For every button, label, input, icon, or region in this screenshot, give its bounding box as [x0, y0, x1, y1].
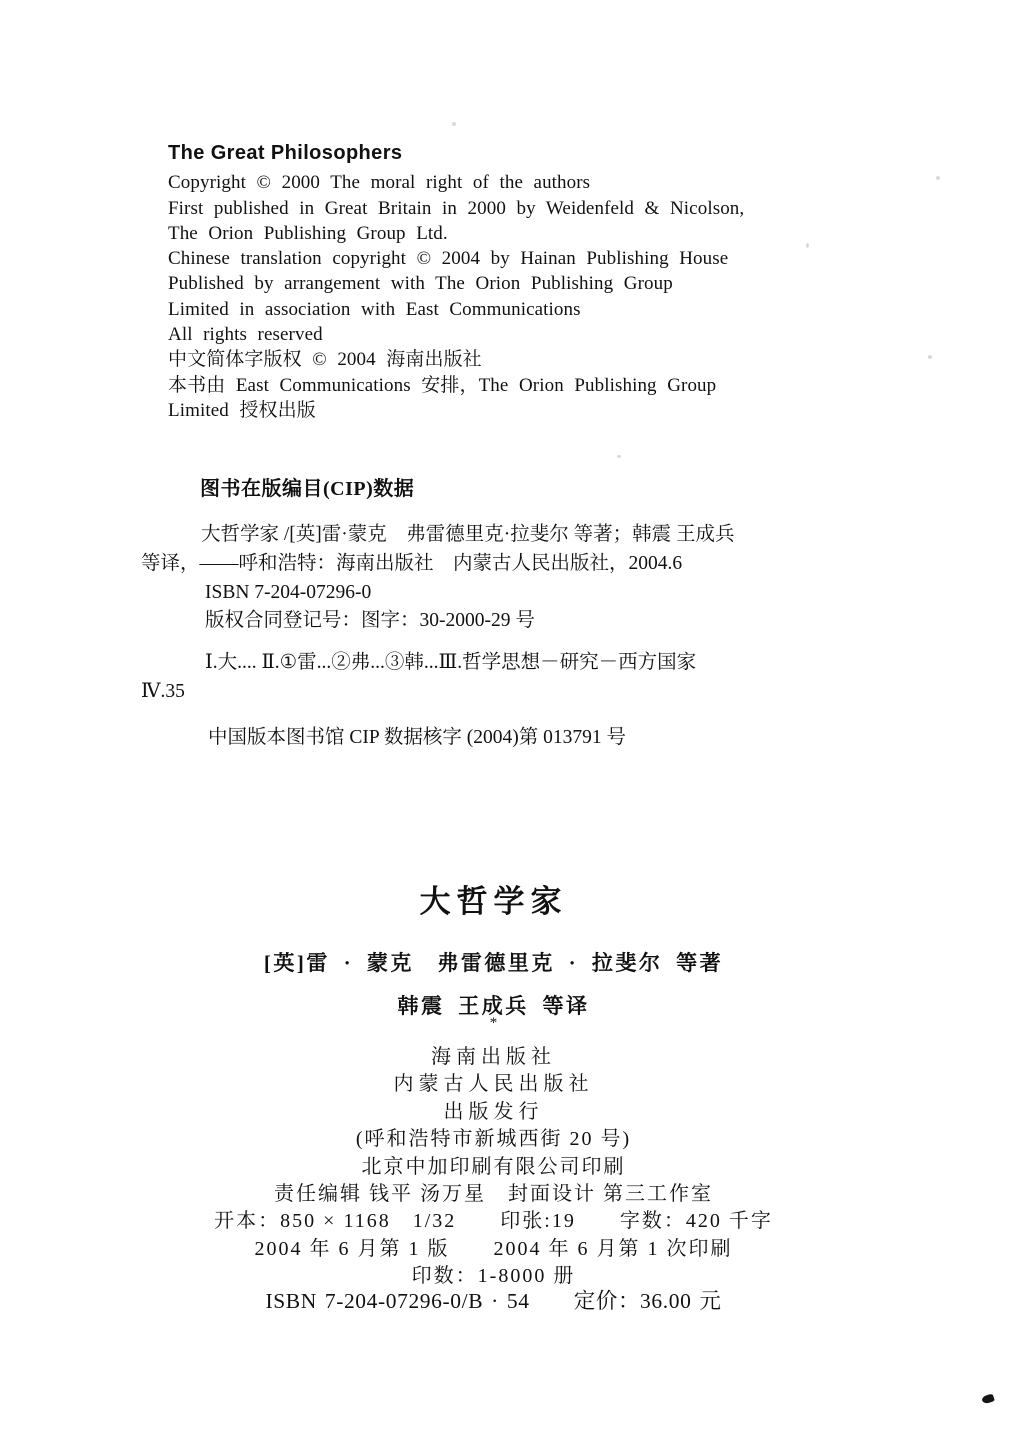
publisher-hainan: 海南出版社: [431, 1046, 556, 1068]
cip-registration-number: 版权合同登记号：图字：30-2000-29 号: [205, 610, 535, 632]
cip-entry-line1: 大哲学家 /[英]雷·蒙克 弗雷德里克·拉斐尔 等著；韩震 王成兵: [201, 524, 735, 545]
classification-line2: Ⅳ.35: [141, 680, 185, 702]
original-title: The Great Philosophers: [168, 142, 403, 164]
isbn-price-line: ISBN 7-204-07296-0/B · 54 定价：36.00 元: [265, 1289, 722, 1313]
title-block: [0, 876, 987, 1020]
simplified-chinese-rights-line: 中文简体字版权 © 2004 海南出版社: [168, 349, 482, 371]
first-published-line: First published in Great Britain in 2000 by Weidenfeld & Nicolson,: [168, 197, 745, 219]
scan-speck: [936, 176, 940, 180]
publish-distribute-label: 出版发行: [443, 1100, 544, 1123]
cip-classification: [141, 649, 921, 706]
divider-asterisk: *: [489, 1015, 498, 1031]
association-line: Limited in association with East Communications: [168, 298, 581, 320]
edition-line: 2004 年 6 月第 1 版 2004 年 6 月第 1 次印刷: [254, 1237, 733, 1260]
cip-header: 图书在版编目(CIP)数据: [200, 478, 415, 500]
copyright-line: Copyright © 2000 The moral right of the authors: [168, 172, 591, 194]
cip-isbn: ISBN 7-204-07296-0: [205, 581, 372, 603]
english-copyright-block: [168, 141, 858, 423]
authors-line: [英]雷 · 蒙克 弗雷德里克 · 拉斐尔 等著: [263, 951, 724, 975]
cip-body: [141, 521, 901, 636]
cip-record-number: 中国版本图书馆 CIP 数据核字 (2004)第 013791 号: [208, 727, 626, 748]
licensing-line-1: 本书由 East Communications 安排，The Orion Publishing Group: [168, 374, 717, 396]
format-line: 开本：850 × 1168 1/32 印张:19 字数：420 千字: [214, 1210, 773, 1233]
publisher-address: (呼和浩特市新城西街 20 号): [355, 1128, 632, 1151]
scan-speck: [806, 243, 809, 248]
licensing-line-2: Limited 授权出版: [168, 399, 316, 421]
classification-line1: Ⅰ.大.... Ⅱ.①雷...②弗...③韩...Ⅲ.哲学思想－研究－西方国家: [205, 652, 697, 673]
scan-speck: [617, 455, 621, 458]
scan-speck: [928, 355, 932, 359]
book-title: 大哲学家: [419, 884, 568, 919]
imprint-block: [0, 1014, 987, 1291]
translators-line: 韩震 王成兵 等译: [397, 994, 590, 1018]
printer-line: 北京中加印刷有限公司印刷: [361, 1155, 626, 1178]
arrangement-line: Published by arrangement with The Orion Publishing Group: [168, 273, 673, 295]
rights-reserved-line: All rights reserved: [168, 324, 323, 346]
publisher-neimenggu: 内蒙古人民出版社: [393, 1073, 594, 1096]
editors-line: 责任编辑 钱平 汤万星 封面设计 第三工作室: [274, 1183, 713, 1206]
cip-entry-line2: 等译，——呼和浩特：海南出版社 内蒙古人民出版社，2004.6: [141, 552, 683, 574]
publisher-line: The Orion Publishing Group Ltd.: [168, 222, 448, 244]
print-run-line: 印数：1-8000 册: [411, 1265, 576, 1288]
scan-artifact: [981, 1393, 995, 1404]
scan-speck: [452, 122, 456, 126]
chinese-translation-line: Chinese translation copyright © 2004 by Hainan Publishing House: [168, 248, 729, 270]
